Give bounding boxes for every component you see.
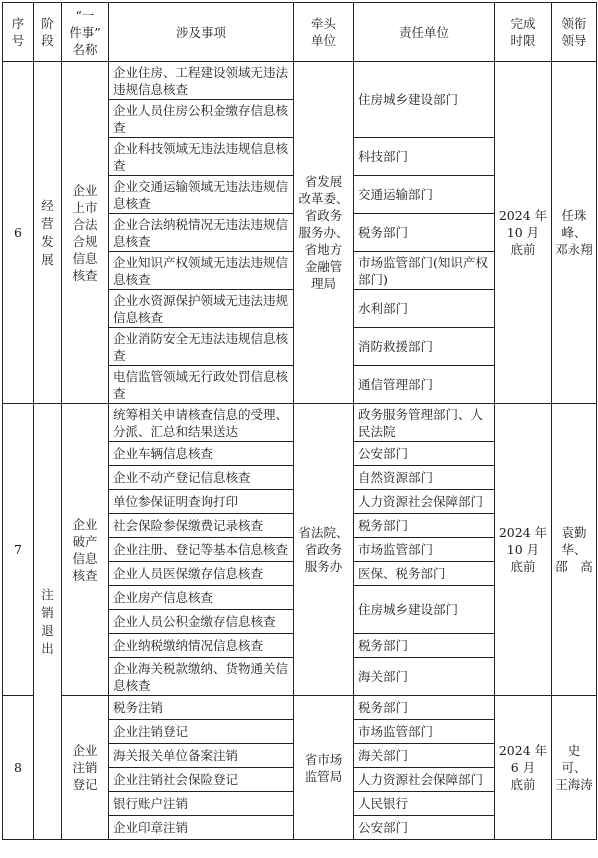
responsible-unit-cell: 海关部门 [354, 744, 495, 768]
item-cell: 企业纳税缴纳情况信息核查 [109, 634, 294, 658]
responsible-unit-cell: 市场监管部门 [354, 538, 495, 562]
table-row [3, 62, 597, 100]
leaders-cell: 史 可、 王海涛 [552, 696, 597, 840]
header-items: 涉及事项 [109, 3, 294, 62]
responsible-unit-cell: 医保、税务部门 [354, 562, 495, 586]
item-cell: 企业交通运输领域无违法违规信息核查 [109, 176, 294, 214]
responsible-unit-cell: 税务部门 [354, 514, 495, 538]
seq-cell: 7 [3, 404, 34, 696]
item-cell: 企业车辆信息核查 [109, 442, 294, 466]
header-stage: 阶 段 [34, 3, 62, 62]
responsible-unit-cell: 人民银行 [354, 792, 495, 816]
leaders-cell: 袁勤华、 邵 高 [552, 404, 597, 696]
responsible-unit-cell: 交通运输部门 [354, 176, 495, 214]
stage-cell: 注 销 退 出 [34, 404, 62, 840]
header-seq: 序 号 [3, 3, 34, 62]
header-deadline: 完成 时限 [495, 3, 552, 62]
responsible-unit-cell: 自然资源部门 [354, 466, 495, 490]
responsible-unit-cell: 通信管理部门 [354, 366, 495, 404]
header-lead: 牵头 单位 [294, 3, 354, 62]
responsible-unit-cell: 水利部门 [354, 290, 495, 328]
stage-cell: 经 营 发 展 [34, 62, 62, 404]
thing-name-cell: 企业 上市 合法 合规 信息 核查 [62, 62, 109, 404]
item-cell: 统筹相关申请核查信息的受理、分派、汇总和结果送达 [109, 404, 294, 442]
item-cell: 税务注销 [109, 696, 294, 720]
header-leaders: 领衔 领导 [552, 3, 597, 62]
deadline-cell: 2024 年 6 月 底前 [495, 696, 552, 840]
responsible-unit-cell: 住房城乡建设部门 [354, 586, 495, 634]
item-cell: 企业注销登记 [109, 720, 294, 744]
thing-name-cell: 企业 破产 信息 核查 [62, 404, 109, 696]
item-cell: 银行账户注销 [109, 792, 294, 816]
item-cell: 社会保险参保缴费记录核查 [109, 514, 294, 538]
responsible-unit-cell: 税务部门 [354, 214, 495, 252]
deadline-cell: 2024 年 10 月 底前 [495, 62, 552, 404]
item-cell: 企业人员公积金缴存信息核查 [109, 610, 294, 634]
item-cell: 企业注册、登记等基本信息核查 [109, 538, 294, 562]
table-header [3, 3, 597, 62]
item-cell: 单位参保证明查询打印 [109, 490, 294, 514]
item-cell: 企业消防安全无违法违规信息核查 [109, 328, 294, 366]
item-cell: 企业注销社会保险登记 [109, 768, 294, 792]
responsible-unit-cell: 市场监管部门(知识产权部门) [354, 252, 495, 290]
responsible-unit-cell: 海关部门 [354, 658, 495, 696]
deadline-cell: 2024 年 10 月 底前 [495, 404, 552, 696]
item-cell: 企业人员住房公积金缴存信息核查 [109, 100, 294, 138]
item-cell: 企业海关税款缴纳、货物通关信息核查 [109, 658, 294, 696]
header-resp: 责任单位 [354, 3, 495, 62]
responsible-unit-cell: 科技部门 [354, 138, 495, 176]
lead-unit-cell: 省法院、 省政务 服务办 [294, 404, 354, 696]
lead-unit-cell: 省发展 改革委、 省政务 服务办、 省地方 金融管 理局 [294, 62, 354, 404]
responsible-unit-cell: 税务部门 [354, 634, 495, 658]
seq-cell: 6 [3, 62, 34, 404]
responsible-unit-cell: 税务部门 [354, 696, 495, 720]
item-cell: 企业水资源保护领域无违法违规信息核查 [109, 290, 294, 328]
item-cell: 海关报关单位备案注销 [109, 744, 294, 768]
responsible-unit-cell: 市场监管部门 [354, 720, 495, 744]
task-table [2, 2, 597, 840]
responsible-unit-cell: 公安部门 [354, 442, 495, 466]
item-cell: 企业合法纳税情况无违法违规信息核查 [109, 214, 294, 252]
lead-unit-cell: 省市场 监管局 [294, 696, 354, 840]
header-thing: “一 件事” 名称 [62, 3, 109, 62]
item-cell: 企业知识产权领域无违法违规信息核查 [109, 252, 294, 290]
leaders-cell: 任珠峰、 邓永翔 [552, 62, 597, 404]
item-cell: 企业住房、工程建设领域无违法违规信息核查 [109, 62, 294, 100]
item-cell: 企业科技领域无违法违规信息核查 [109, 138, 294, 176]
responsible-unit-cell: 公安部门 [354, 816, 495, 840]
seq-cell: 8 [3, 696, 34, 840]
responsible-unit-cell: 住房城乡建设部门 [354, 62, 495, 138]
table-row [3, 404, 597, 442]
responsible-unit-cell: 人力资源社会保障部门 [354, 768, 495, 792]
item-cell: 企业不动产登记信息核查 [109, 466, 294, 490]
responsible-unit-cell: 消防救援部门 [354, 328, 495, 366]
item-cell: 企业印章注销 [109, 816, 294, 840]
responsible-unit-cell: 人力资源社会保障部门 [354, 490, 495, 514]
table-body [3, 62, 597, 840]
table-row [3, 696, 597, 720]
responsible-unit-cell: 政务服务管理部门、人民法院 [354, 404, 495, 442]
item-cell: 企业人员医保缴存信息核查 [109, 562, 294, 586]
item-cell: 企业房产信息核查 [109, 586, 294, 610]
item-cell: 电信监管领域无行政处罚信息核查 [109, 366, 294, 404]
thing-name-cell: 企业 注销 登记 [62, 696, 109, 840]
